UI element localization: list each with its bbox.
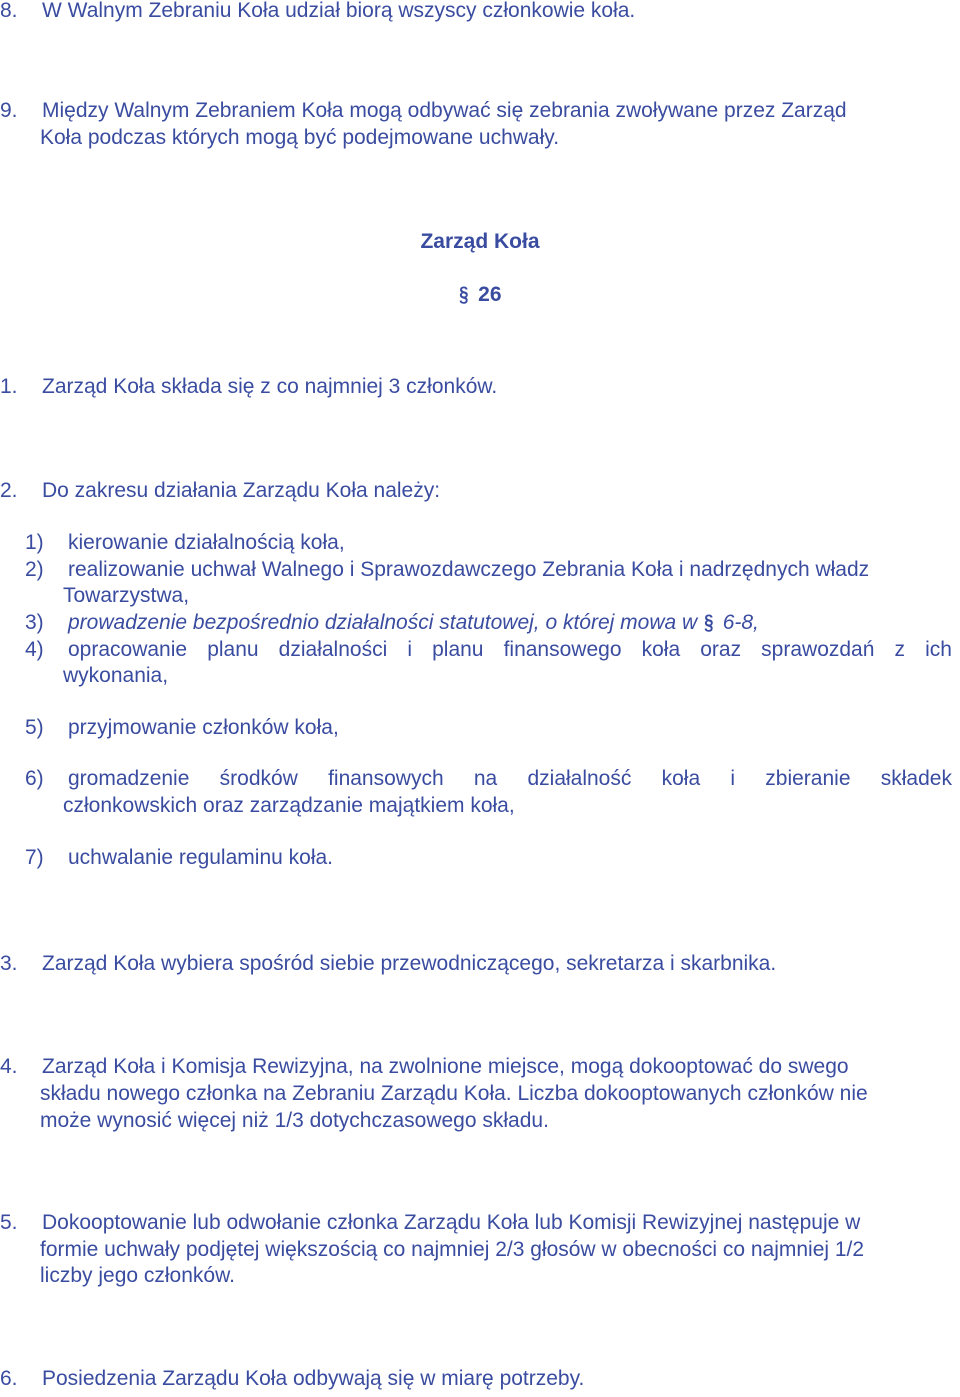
- point-text: Zarząd Koła składa się z co najmniej 3 członków.: [42, 375, 498, 398]
- section-symbol: §: [704, 611, 714, 634]
- word: planu: [432, 638, 484, 661]
- point-number: 4.: [0, 1055, 18, 1078]
- word: zbieranie: [765, 767, 851, 790]
- word: finansowego: [503, 638, 622, 661]
- subpoint-text-line1: [68, 636, 952, 663]
- word: koła: [641, 638, 681, 661]
- item-text-line1: Między Walnym Zebraniem Koła mogą odbywać się zebrania zwoływane przez Zarząd: [42, 99, 847, 122]
- section-heading: Zarząd Koła: [420, 230, 540, 253]
- word: sprawozdań: [761, 638, 875, 661]
- subpoint-number: 3): [25, 611, 44, 634]
- point-number: 3.: [0, 952, 18, 975]
- item-text: W Walnym Zebraniu Koła udział biorą wszyscy członkowie koła.: [42, 0, 636, 22]
- word: koła: [661, 767, 701, 790]
- point-text: Posiedzenia Zarządu Koła odbywają się w miarę potrzeby.: [42, 1367, 585, 1390]
- item-number: 8.: [0, 0, 18, 22]
- word: z: [894, 638, 905, 661]
- paragraph-number: [0, 281, 960, 308]
- point-number: 2.: [0, 479, 18, 502]
- subpoint-text-line2: Towarzystwa,: [63, 584, 190, 607]
- item-text-line2: Koła podczas których mogą być podejmowane uchwały.: [40, 126, 560, 149]
- word: oraz: [700, 638, 742, 661]
- item-number: 9.: [0, 99, 18, 122]
- paragraph-number-value: 26: [478, 283, 502, 306]
- word: finansowych: [328, 767, 444, 790]
- point-text-line3: może wynosić więcej niż 1/3 dotychczasowego składu.: [40, 1109, 549, 1132]
- subpoint-text: przyjmowanie członków koła,: [68, 716, 339, 739]
- subpoint-text-before: prowadzenie bezpośrednio działalności statutowej, o której mowa w: [68, 611, 698, 634]
- subpoint-text-line2: członkowskich oraz zarządzanie majątkiem koła,: [63, 794, 515, 817]
- subpoint-number: 5): [25, 716, 44, 739]
- point-number: 6.: [0, 1367, 18, 1390]
- point-text: Do zakresu działania Zarządu Koła należy:: [42, 479, 441, 502]
- point-text-line1: Dokooptowanie lub odwołanie członka Zarządu Koła lub Komisji Rewizyjnej następuje w: [42, 1211, 861, 1234]
- word: ich: [925, 638, 952, 661]
- word: składek: [880, 767, 952, 790]
- word: środków: [219, 767, 298, 790]
- subpoint-text: [68, 609, 759, 636]
- word: i: [407, 638, 412, 661]
- word: działalności: [278, 638, 388, 661]
- subpoint-number: 6): [25, 767, 44, 790]
- word: działalność: [527, 767, 632, 790]
- subpoint-number: 7): [25, 846, 44, 869]
- word: opracowanie: [68, 638, 188, 661]
- subpoint-number: 4): [25, 638, 44, 661]
- subpoint-text-after: 6-8,: [722, 611, 759, 634]
- point-number: 5.: [0, 1211, 18, 1234]
- word: na: [473, 767, 498, 790]
- subpoint-text-line2: wykonania,: [63, 664, 169, 687]
- point-text-line1: Zarząd Koła i Komisja Rewizyjna, na zwolnione miejsce, mogą dokooptować do swego: [42, 1055, 849, 1078]
- section-symbol: §: [459, 283, 469, 306]
- word: gromadzenie: [68, 767, 190, 790]
- point-text-line2: składu nowego członka na Zebraniu Zarządu Koła. Liczba dokooptowanych członków nie: [40, 1082, 868, 1105]
- subpoint-text-line1: realizowanie uchwał Walnego i Sprawozdawczego Zebrania Koła i nadrzędnych władz: [68, 558, 870, 581]
- point-text: Zarząd Koła wybiera spośród siebie przewodniczącego, sekretarza i skarbnika.: [42, 952, 777, 975]
- point-text-line3: liczby jego członków.: [40, 1264, 235, 1287]
- subpoint-number: 1): [25, 531, 44, 554]
- word: planu: [207, 638, 259, 661]
- subpoint-text: uchwalanie regulaminu koła.: [68, 846, 333, 869]
- subpoint-text: kierowanie działalnością koła,: [68, 531, 345, 554]
- subpoint-text-line1: [68, 765, 952, 792]
- point-number: 1.: [0, 375, 18, 398]
- word: i: [730, 767, 736, 790]
- point-text-line2: formie uchwały podjętej większością co najmniej 2/3 głosów w obecności co najmniej 1/2: [40, 1238, 865, 1261]
- subpoint-number: 2): [25, 558, 44, 581]
